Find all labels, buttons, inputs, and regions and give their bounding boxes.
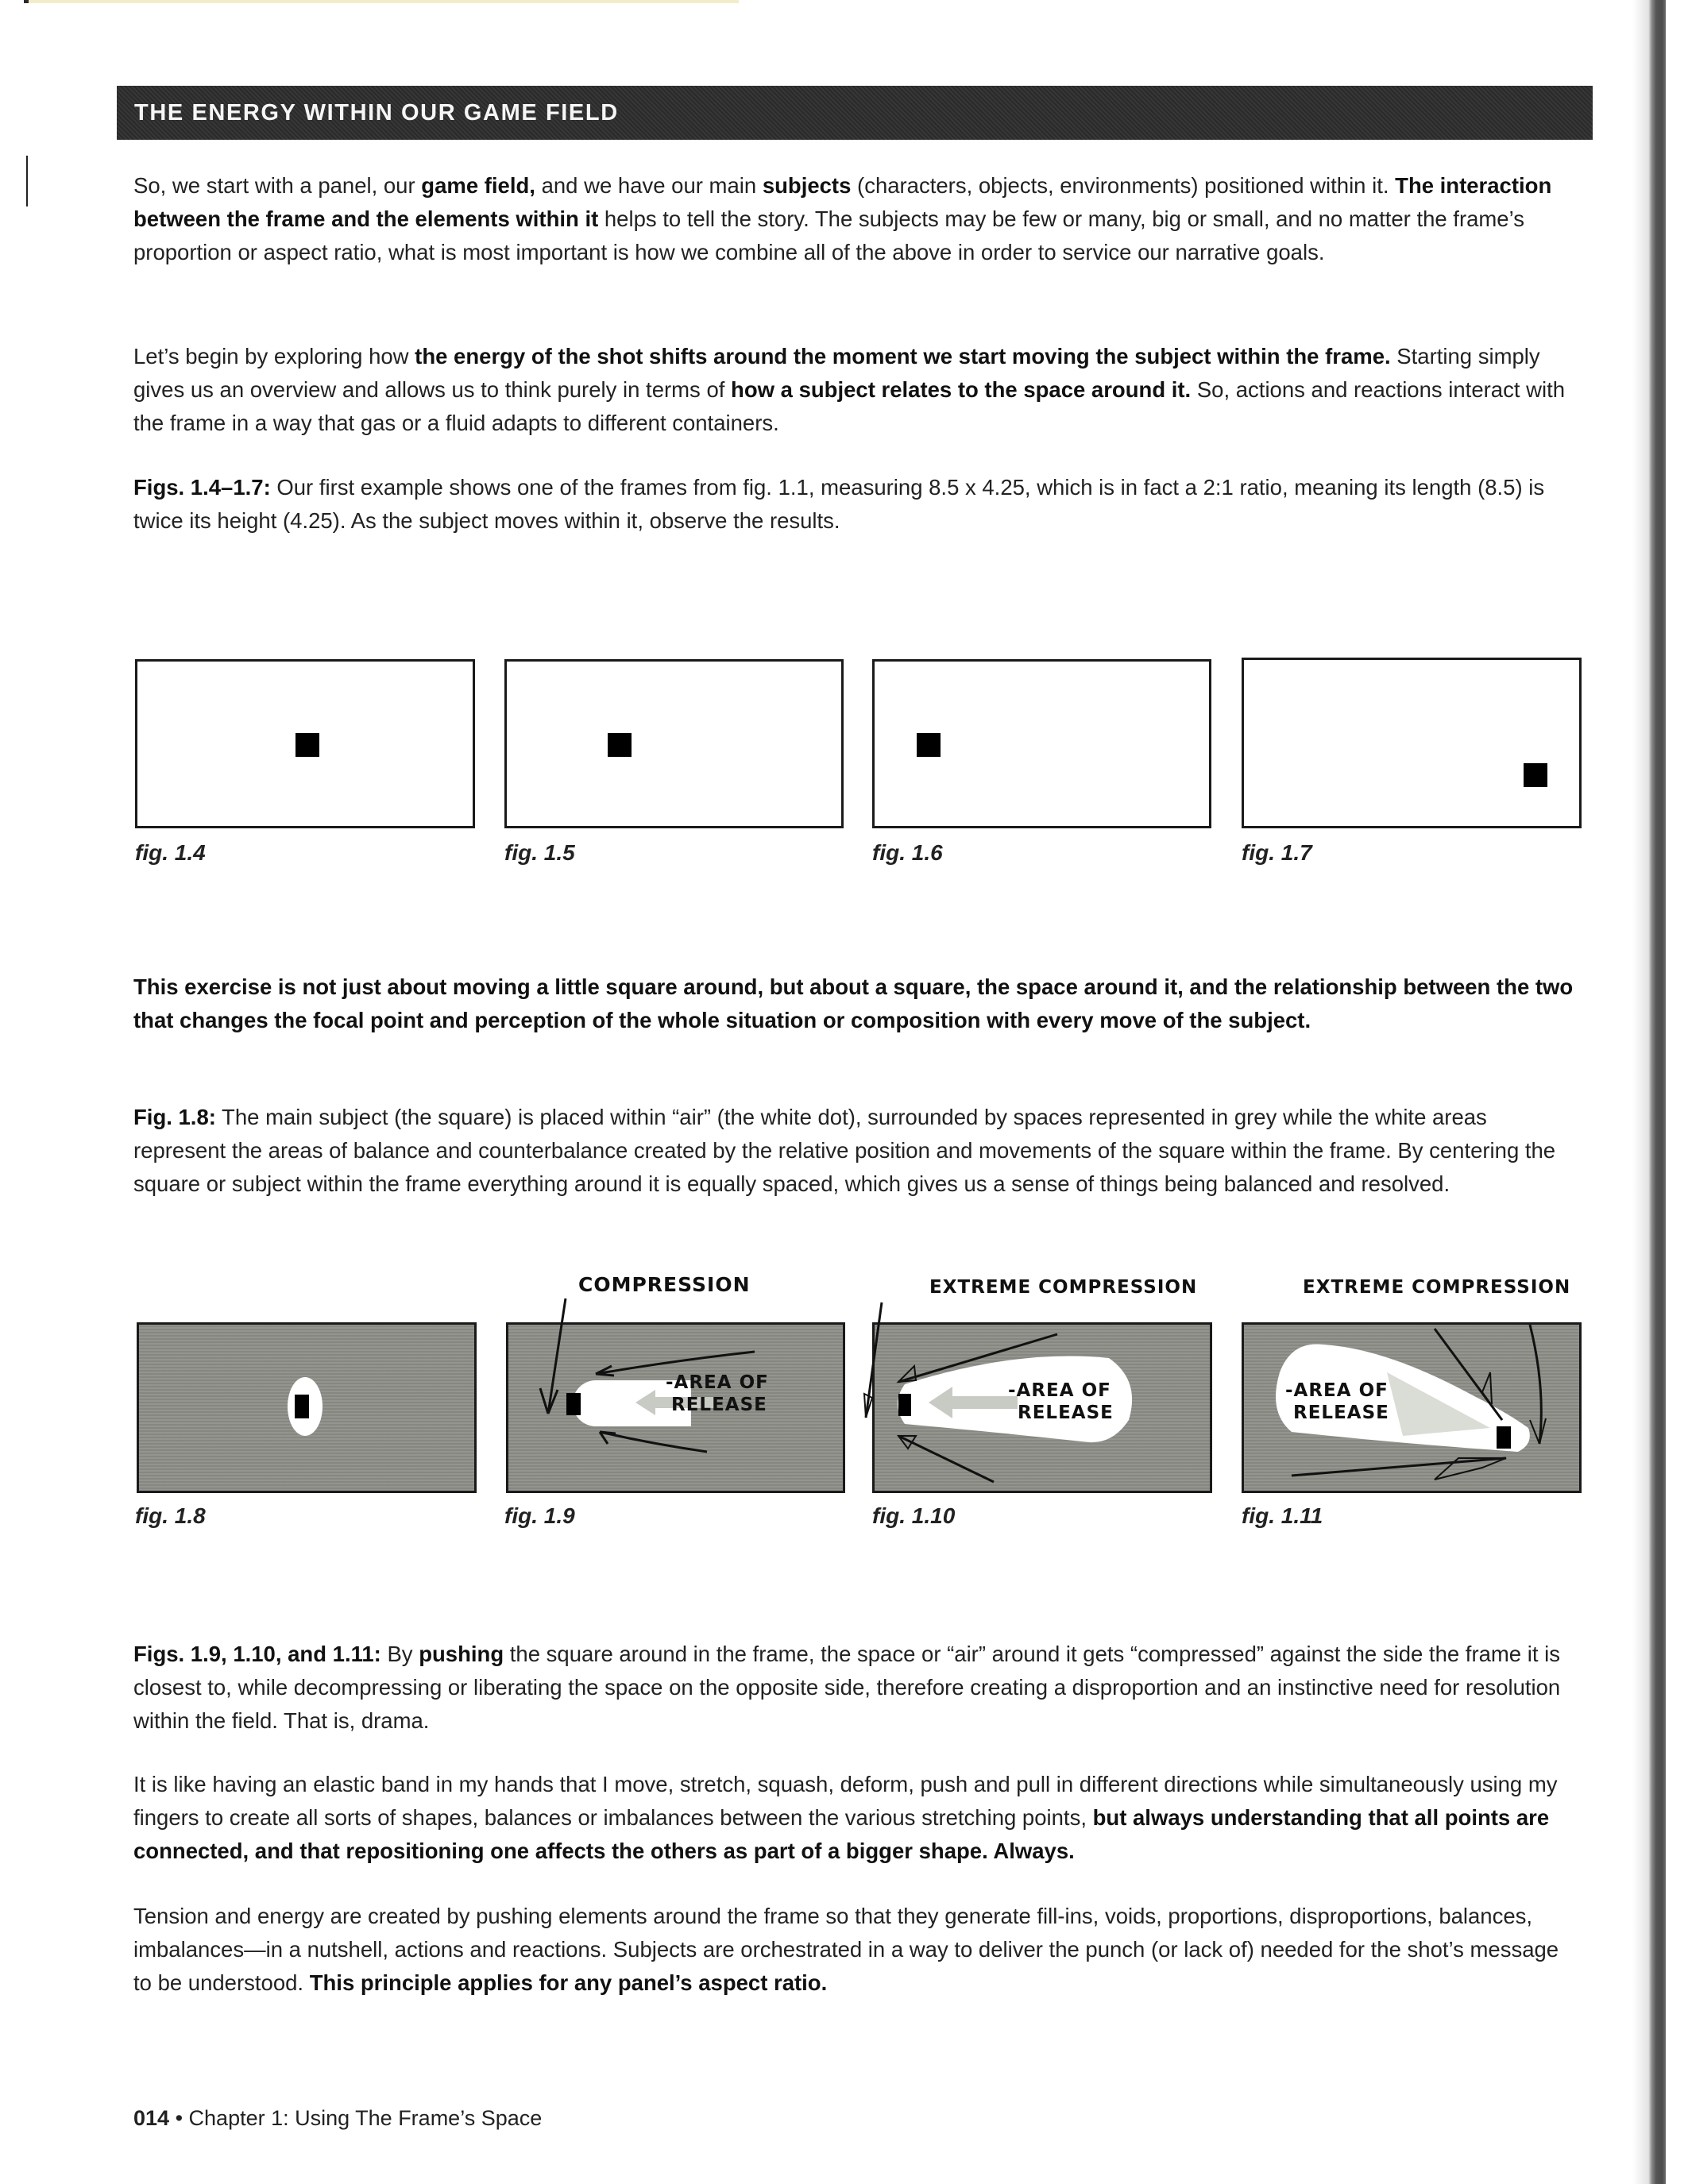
- section-header-bar: [117, 86, 1593, 140]
- figure-frame-1-11: [1242, 1322, 1582, 1493]
- paragraph-exercise: This exercise is not just about moving a little square around, but about a square, the space around it, and the relationship between the two that changes the focal point and perception of the whole situation or composition with every move of the subject.: [133, 974, 1574, 1032]
- extreme-compression-annotation: EXTREME COMPRESSION: [929, 1277, 1198, 1298]
- paragraph-intro: So, we start with a panel, our game field, and we have our main subjects (characters, objects, environments) positioned within it. The interaction between the frame and the elements within it helps to tell the story. The subjects may be few or many, big or small, and no matter the frame’s proportion or aspect ratio, what is most important is how we combine all of the above in order to service our narrative goals.: [133, 173, 1552, 264]
- release-label-line2: RELEASE: [671, 1395, 767, 1415]
- figure-label: fig. 1.9: [504, 1503, 575, 1528]
- paragraph-fig-1-8: Fig. 1.8: The main subject (the square) is placed within “air” (the white dot), surrounded by spaces represented in grey while the white areas represent the areas of balance and counterbalance created by the relative position and movements of the square within the frame. By centering the square or subject within the frame everything around it is equally spaced, which gives us a sense of things being balanced and resolved.: [133, 1105, 1556, 1196]
- subject-square: [295, 733, 319, 757]
- subject-square: [1524, 763, 1547, 787]
- release-label-line1: -AREA OF: [666, 1372, 769, 1393]
- figure-frame-1-5: [504, 659, 844, 828]
- page-number: 014: [133, 2106, 170, 2130]
- figure-label: fig. 1.7: [1242, 840, 1312, 865]
- release-label-line2: RELEASE: [1293, 1403, 1389, 1423]
- air-dot-graphic: [139, 1325, 474, 1491]
- paragraph-energy: Let’s begin by exploring how the energy of the shot shifts around the moment we start moving the subject within the frame. Starting simply gives us an overview and allows us to think purely in terms of how a subject relates to the space around it. So, actions and reactions interact with the frame in a way that gas or a fluid adapts to different containers.: [133, 344, 1566, 435]
- release-label-line1: -AREA OF: [1285, 1380, 1389, 1401]
- figure-label: fig. 1.4: [135, 840, 206, 865]
- release-label-line2: RELEASE: [1018, 1403, 1114, 1423]
- figure-label: fig. 1.5: [504, 840, 575, 865]
- paragraph-elastic-band: It is like having an elastic band in my hands that I move, stretch, squash, deform, push and pull in different directions while simultaneously using my fingers to create all sorts of shapes, balances or imbalances between the various stretching points, but always understanding that all points are connected, and that repositioning one affects the others as part of a bigger shape. Always.: [133, 1772, 1558, 1863]
- figure-frame-1-10: [872, 1322, 1212, 1493]
- compression-annotation: COMPRESSION: [578, 1273, 751, 1296]
- paragraph-figs-1-4-1-7: Figs. 1.4–1.7: Our first example shows one of the frames from fig. 1.1, measuring 8.5 x 4.25, which is in fact a 2:1 ratio, meaning its length (8.5) is twice its height (4.25). As the subject moves within it, observe the results.: [133, 475, 1545, 533]
- paragraph-figs-1-9-1-11: Figs. 1.9, 1.10, and 1.11: By pushing the square around in the frame, the space or “air” around it gets “compressed” against the side the frame it is closest to, while decompressing or liberating the space on the opposite side, therefore creating a disproportion and an instinctive need for resolution within the field. That is, drama.: [133, 1642, 1561, 1733]
- extreme-compression-annotation: EXTREME COMPRESSION: [1303, 1277, 1571, 1298]
- paragraph-tension: Tension and energy are created by pushing elements around the frame so that they generate fill-ins, voids, proportions, disproportions, balances, imbalances—in a nutshell, actions and reactions. Subjects are orchestrated in a way to deliver the punch (or lack of) needed for the shot’s message to be understood. This principle applies for any panel’s aspect ratio.: [133, 1904, 1559, 1995]
- release-label-line1: -AREA OF: [1008, 1380, 1111, 1401]
- figure-frame-1-7: [1242, 658, 1582, 828]
- figure-frame-1-9: [506, 1322, 845, 1493]
- section-title: THE ENERGY WITHIN OUR GAME FIELD: [134, 99, 619, 125]
- page-footer: [133, 2106, 542, 2131]
- subject-square: [917, 733, 941, 757]
- figure-frame-1-8: [137, 1322, 477, 1493]
- page-spine: [1648, 0, 1666, 2184]
- page-top-edge: [24, 0, 739, 3]
- figure-label: fig. 1.6: [872, 840, 943, 865]
- subject-square: [608, 733, 632, 757]
- figure-label: fig. 1.11: [1242, 1503, 1323, 1528]
- figure-frame-1-6: [872, 659, 1211, 828]
- margin-mark: [26, 156, 28, 206]
- figure-label: fig. 1.10: [872, 1503, 956, 1528]
- chapter-title: Chapter 1: Using The Frame’s Space: [188, 2106, 543, 2130]
- figure-label: fig. 1.8: [135, 1503, 206, 1528]
- footer-separator: •: [175, 2106, 183, 2130]
- figure-frame-1-4: [135, 659, 475, 828]
- page-gutter-shadow: [1632, 0, 1648, 2184]
